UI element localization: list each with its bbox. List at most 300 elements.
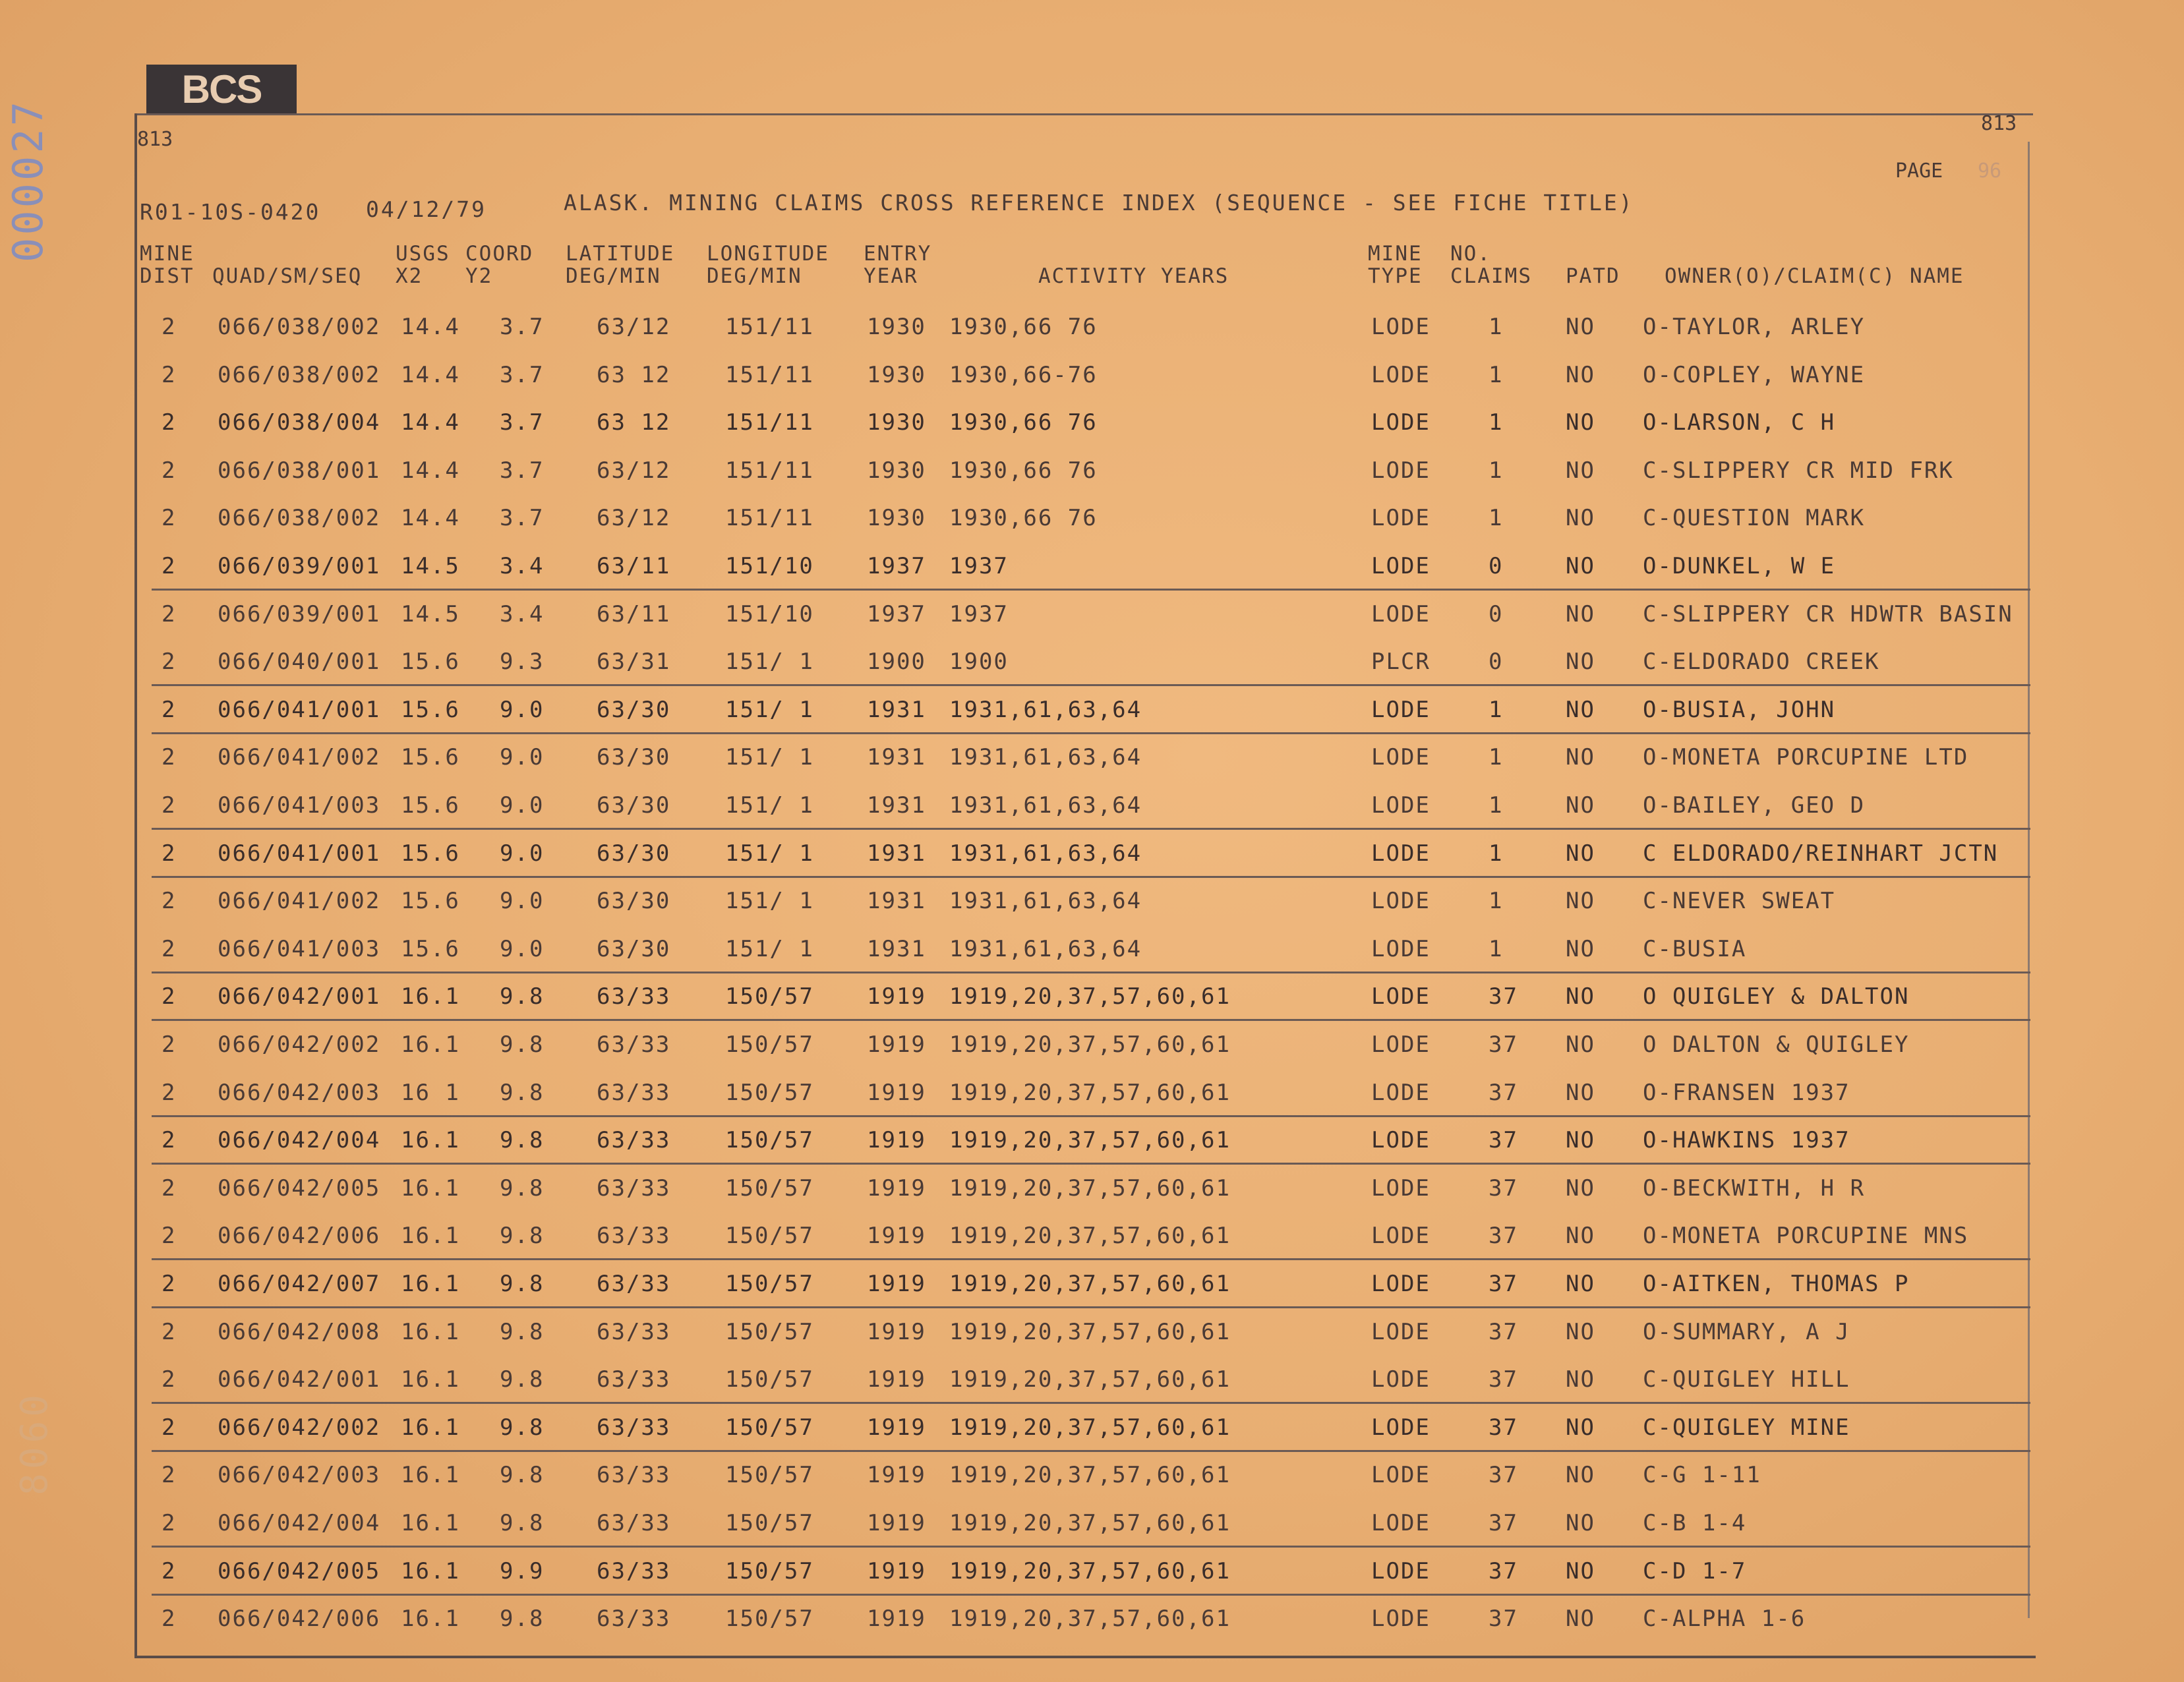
cell-activity: 1931,61,63,64 — [949, 792, 1142, 819]
cell-entry: 1930 — [867, 457, 926, 484]
cell-claims: 1 — [1489, 935, 1504, 962]
cell-y2: 9.0 — [500, 792, 545, 819]
column-header-lon: LONGITUDE DEG/MIN — [707, 242, 829, 288]
cell-patd: NO — [1566, 649, 1595, 676]
cell-name: O-DUNKEL, W E — [1643, 553, 1836, 579]
cell-name: C ELDORADO/REINHART JCTN — [1643, 840, 1999, 867]
cell-dist: 2 — [162, 744, 177, 771]
cell-dist: 2 — [162, 935, 177, 962]
cell-name: O-AITKEN, THOMAS P — [1643, 1271, 1910, 1297]
cell-name: C-D 1-7 — [1643, 1557, 1747, 1584]
cell-lon: 150/57 — [725, 1462, 814, 1489]
cell-x2: 15.6 — [401, 840, 460, 867]
cell-quad: 066/042/001 — [218, 1366, 381, 1393]
cell-name: O-BUSIA, JOHN — [1643, 696, 1836, 723]
cell-name: C-QUESTION MARK — [1643, 505, 1866, 532]
cell-claims: 1 — [1489, 409, 1504, 436]
table-row — [152, 972, 2030, 1021]
table-row — [152, 1354, 2030, 1404]
table-row — [152, 1594, 2030, 1641]
cell-entry: 1919 — [867, 1557, 926, 1584]
cell-name: C-NEVER SWEAT — [1643, 888, 1836, 915]
cell-entry: 1919 — [867, 1127, 926, 1154]
cell-patd: NO — [1566, 505, 1595, 532]
cell-name: C-SLIPPERY CR HDWTR BASIN — [1643, 600, 2013, 627]
cell-y2: 9.3 — [500, 649, 545, 676]
cell-name: C-B 1-4 — [1643, 1510, 1747, 1536]
cell-lat: 63/33 — [597, 1079, 671, 1106]
cell-lat: 63/33 — [597, 1557, 671, 1584]
cell-activity: 1919,20,37,57,60,61 — [949, 1127, 1231, 1154]
cell-claims: 37 — [1489, 1271, 1518, 1297]
cell-quad: 066/038/001 — [218, 457, 381, 484]
cell-entry: 1919 — [867, 1174, 926, 1202]
cell-entry: 1919 — [867, 983, 926, 1010]
cell-entry: 1937 — [867, 553, 926, 579]
cell-patd: NO — [1566, 1271, 1595, 1297]
cell-entry: 1937 — [867, 600, 926, 627]
cell-activity: 1930,66 76 — [949, 505, 1098, 532]
cell-activity: 1930,66 76 — [949, 314, 1098, 340]
cell-name: O DALTON & QUIGLEY — [1643, 1031, 1910, 1058]
cell-dist: 2 — [162, 983, 177, 1010]
report-date: 04/12/79 — [366, 196, 487, 222]
cell-entry: 1919 — [867, 1462, 926, 1489]
cell-y2: 3.7 — [500, 361, 545, 388]
table-row — [152, 1115, 2030, 1165]
cell-dist: 2 — [162, 457, 177, 484]
cell-lon: 150/57 — [725, 1174, 814, 1202]
table-row — [152, 1403, 2030, 1452]
cell-y2: 3.7 — [500, 457, 545, 484]
cell-dist: 2 — [162, 409, 177, 436]
cell-x2: 16.1 — [401, 1366, 460, 1393]
cell-y2: 9.0 — [500, 696, 545, 723]
cell-lat: 63/12 — [597, 314, 671, 340]
cell-entry: 1931 — [867, 935, 926, 962]
cell-x2: 14.4 — [401, 409, 460, 436]
side-stamp-faint: 8060 — [13, 1391, 56, 1495]
cell-y2: 9.8 — [500, 1079, 545, 1106]
cell-lat: 63/12 — [597, 457, 671, 484]
page-number: 96 — [1978, 160, 2002, 183]
cell-y2: 9.8 — [500, 1031, 545, 1058]
cell-claims: 37 — [1489, 1606, 1518, 1633]
cell-type: LODE — [1371, 744, 1431, 771]
cell-entry: 1919 — [867, 1606, 926, 1633]
cell-lat: 63/33 — [597, 1174, 671, 1202]
cell-entry: 1930 — [867, 361, 926, 388]
cell-y2: 9.8 — [500, 1606, 545, 1633]
cell-x2: 16.1 — [401, 1271, 460, 1297]
cell-name: C-BUSIA — [1643, 935, 1747, 962]
cell-name: C-QUIGLEY HILL — [1643, 1366, 1850, 1393]
cell-lon: 150/57 — [725, 1318, 814, 1345]
table-row — [152, 1259, 2030, 1308]
cell-type: LODE — [1371, 1079, 1431, 1106]
cell-x2: 16.1 — [401, 1318, 460, 1345]
cell-claims: 37 — [1489, 1079, 1518, 1106]
cell-x2: 14.5 — [401, 600, 460, 627]
cell-quad: 066/041/001 — [218, 840, 381, 867]
cell-claims: 37 — [1489, 1557, 1518, 1584]
cell-lon: 151/ 1 — [725, 649, 814, 676]
cell-quad: 066/041/001 — [218, 696, 381, 723]
cell-lat: 63/12 — [597, 505, 671, 532]
table-row — [152, 1211, 2030, 1260]
cell-activity: 1919,20,37,57,60,61 — [949, 1414, 1231, 1441]
cell-dist: 2 — [162, 1079, 177, 1106]
cell-activity: 1919,20,37,57,60,61 — [949, 1174, 1231, 1202]
cell-lon: 150/57 — [725, 1366, 814, 1393]
cell-lon: 151/ 1 — [725, 792, 814, 819]
table-row — [152, 780, 2030, 830]
cell-activity: 1919,20,37,57,60,61 — [949, 1223, 1231, 1250]
cell-x2: 16.1 — [401, 1606, 460, 1633]
cell-activity: 1919,20,37,57,60,61 — [949, 1271, 1231, 1297]
table-row — [152, 493, 2030, 540]
bcs-logo: BCS — [146, 65, 297, 115]
cell-lon: 151/ 1 — [725, 888, 814, 915]
cell-patd: NO — [1566, 1414, 1595, 1441]
cell-lon: 151/11 — [725, 457, 814, 484]
cell-lon: 151/ 1 — [725, 744, 814, 771]
cell-patd: NO — [1566, 600, 1595, 627]
cell-type: LODE — [1371, 1557, 1431, 1584]
table-row — [152, 1068, 2030, 1117]
cell-lat: 63/30 — [597, 888, 671, 915]
cell-patd: NO — [1566, 696, 1595, 723]
table-row — [152, 1450, 2030, 1497]
cell-x2: 16.1 — [401, 1031, 460, 1058]
cell-patd: NO — [1566, 1462, 1595, 1489]
cell-dist: 2 — [162, 1510, 177, 1536]
cell-lon: 151/11 — [725, 505, 814, 532]
cell-type: LODE — [1371, 1271, 1431, 1297]
cell-entry: 1900 — [867, 649, 926, 676]
cell-x2: 14.4 — [401, 361, 460, 388]
cell-name: C-QUIGLEY MINE — [1643, 1414, 1850, 1441]
cell-type: LODE — [1371, 1223, 1431, 1250]
cell-y2: 9.8 — [500, 1414, 545, 1441]
cell-x2: 16.1 — [401, 1127, 460, 1154]
cell-activity: 1931,61,63,64 — [949, 888, 1142, 915]
cell-activity: 1919,20,37,57,60,61 — [949, 1462, 1231, 1489]
cell-activity: 1931,61,63,64 — [949, 744, 1142, 771]
cell-dist: 2 — [162, 792, 177, 819]
cell-y2: 3.7 — [500, 409, 545, 436]
cell-type: LODE — [1371, 600, 1431, 627]
cell-type: LODE — [1371, 1318, 1431, 1345]
cell-patd: NO — [1566, 1031, 1595, 1058]
cell-dist: 2 — [162, 505, 177, 532]
cell-patd: NO — [1566, 1318, 1595, 1345]
cell-patd: NO — [1566, 409, 1595, 436]
table-row — [152, 732, 2030, 780]
top-left-code: 813 — [137, 128, 173, 151]
cell-lat: 63/33 — [597, 1127, 671, 1154]
cell-type: LODE — [1371, 696, 1431, 723]
cell-x2: 15.6 — [401, 696, 460, 723]
cell-activity: 1919,20,37,57,60,61 — [949, 1366, 1231, 1393]
cell-activity: 1930,66-76 — [949, 361, 1098, 388]
table-row — [152, 302, 2030, 349]
cell-name: O-HAWKINS 1937 — [1643, 1127, 1850, 1154]
cell-y2: 9.8 — [500, 983, 545, 1010]
cell-lon: 150/57 — [725, 983, 814, 1010]
column-header-lat: LATITUDE DEG/MIN — [566, 242, 675, 288]
cell-claims: 37 — [1489, 1223, 1518, 1250]
top-right-code: 813 — [1981, 112, 2017, 135]
cell-lon: 151/11 — [725, 314, 814, 340]
cell-x2: 15.6 — [401, 649, 460, 676]
cell-lon: 150/57 — [725, 1031, 814, 1058]
cell-entry: 1919 — [867, 1031, 926, 1058]
cell-lat: 63/30 — [597, 935, 671, 962]
cell-entry: 1919 — [867, 1414, 926, 1441]
cell-quad: 066/038/002 — [218, 314, 381, 340]
cell-name: O-COPLEY, WAYNE — [1643, 361, 1866, 388]
cell-patd: NO — [1566, 314, 1595, 340]
cell-type: LODE — [1371, 935, 1431, 962]
cell-claims: 37 — [1489, 1318, 1518, 1345]
cell-y2: 9.0 — [500, 888, 545, 915]
cell-lon: 151/10 — [725, 600, 814, 627]
cell-lat: 63 12 — [597, 409, 671, 436]
cell-quad: 066/041/003 — [218, 935, 381, 962]
cell-dist: 2 — [162, 1223, 177, 1250]
cell-x2: 16.1 — [401, 983, 460, 1010]
cell-dist: 2 — [162, 1366, 177, 1393]
cell-y2: 3.4 — [500, 600, 545, 627]
column-header-usgs: USGS X2 — [396, 242, 450, 288]
cell-name: O-BECKWITH, H R — [1643, 1174, 1866, 1202]
cell-claims: 37 — [1489, 1031, 1518, 1058]
side-stamp-number: 000027 — [4, 99, 52, 262]
cell-type: LODE — [1371, 1414, 1431, 1441]
cell-lat: 63/11 — [597, 600, 671, 627]
cell-quad: 066/042/005 — [218, 1174, 381, 1202]
cell-lat: 63/30 — [597, 696, 671, 723]
cell-quad: 066/040/001 — [218, 649, 381, 676]
cell-name: O-SUMMARY, A J — [1643, 1318, 1850, 1345]
cell-type: LODE — [1371, 409, 1431, 436]
cell-lat: 63/33 — [597, 1223, 671, 1250]
cell-type: LODE — [1371, 457, 1431, 484]
cell-claims: 37 — [1489, 1174, 1518, 1202]
cell-quad: 066/042/001 — [218, 983, 381, 1010]
cell-quad: 066/042/002 — [218, 1414, 381, 1441]
cell-claims: 37 — [1489, 1414, 1518, 1441]
table-row — [152, 350, 2030, 397]
cell-quad: 066/042/006 — [218, 1223, 381, 1250]
cell-entry: 1931 — [867, 840, 926, 867]
cell-lat: 63/33 — [597, 1031, 671, 1058]
cell-quad: 066/042/004 — [218, 1510, 381, 1536]
cell-y2: 9.0 — [500, 935, 545, 962]
cell-activity: 1937 — [949, 553, 1009, 579]
cell-lon: 150/57 — [725, 1271, 814, 1297]
table-row — [152, 685, 2030, 734]
cell-x2: 15.6 — [401, 792, 460, 819]
cell-dist: 2 — [162, 840, 177, 867]
cell-lat: 63/33 — [597, 1318, 671, 1345]
cell-entry: 1930 — [867, 314, 926, 340]
cell-type: LODE — [1371, 1462, 1431, 1489]
cell-y2: 9.0 — [500, 744, 545, 771]
cell-claims: 1 — [1489, 505, 1504, 532]
cell-dist: 2 — [162, 1606, 177, 1633]
cell-claims: 0 — [1489, 649, 1504, 676]
cell-lon: 150/57 — [725, 1127, 814, 1154]
cell-quad: 066/042/006 — [218, 1606, 381, 1633]
cell-lat: 63/33 — [597, 983, 671, 1010]
cell-x2: 16.1 — [401, 1223, 460, 1250]
cell-x2: 14.4 — [401, 314, 460, 340]
cell-type: LODE — [1371, 792, 1431, 819]
cell-entry: 1931 — [867, 888, 926, 915]
column-header-claims: NO. CLAIMS — [1450, 242, 1532, 288]
cell-patd: NO — [1566, 1223, 1595, 1250]
cell-activity: 1919,20,37,57,60,61 — [949, 1510, 1231, 1536]
cell-lat: 63/33 — [597, 1366, 671, 1393]
cell-dist: 2 — [162, 361, 177, 388]
cell-activity: 1919,20,37,57,60,61 — [949, 1606, 1231, 1633]
table-row — [152, 1498, 2030, 1548]
cell-type: LODE — [1371, 314, 1431, 340]
cell-dist: 2 — [162, 696, 177, 723]
cell-patd: NO — [1566, 1127, 1595, 1154]
cell-lat: 63 12 — [597, 361, 671, 388]
column-header-quad: QUAD/SM/SEQ — [212, 264, 363, 288]
cell-lat: 63/30 — [597, 792, 671, 819]
cell-type: LODE — [1371, 361, 1431, 388]
cell-claims: 1 — [1489, 361, 1504, 388]
cell-claims: 0 — [1489, 553, 1504, 579]
cell-claims: 1 — [1489, 888, 1504, 915]
cell-lat: 63/33 — [597, 1271, 671, 1297]
cell-patd: NO — [1566, 1510, 1595, 1536]
column-header-coord: COORD Y2 — [465, 242, 534, 288]
table-row — [152, 541, 2030, 591]
cell-lat: 63/31 — [597, 649, 671, 676]
cell-lon: 151/11 — [725, 361, 814, 388]
cell-type: LODE — [1371, 1510, 1431, 1536]
cell-patd: NO — [1566, 744, 1595, 771]
cell-lat: 63/30 — [597, 840, 671, 867]
cell-entry: 1919 — [867, 1223, 926, 1250]
cell-activity: 1919,20,37,57,60,61 — [949, 1557, 1231, 1584]
cell-quad: 066/039/001 — [218, 600, 381, 627]
cell-type: LODE — [1371, 1606, 1431, 1633]
cell-type: PLCR — [1371, 649, 1431, 676]
cell-quad: 066/042/008 — [218, 1318, 381, 1345]
column-header-mine-type: MINE TYPE — [1368, 242, 1423, 288]
cell-lat: 63/30 — [597, 744, 671, 771]
cell-activity: 1900 — [949, 649, 1009, 676]
cell-y2: 9.8 — [500, 1510, 545, 1536]
cell-dist: 2 — [162, 1414, 177, 1441]
cell-lon: 151/ 1 — [725, 935, 814, 962]
cell-x2: 14.4 — [401, 457, 460, 484]
cell-dist: 2 — [162, 1557, 177, 1584]
cell-claims: 1 — [1489, 696, 1504, 723]
cell-lat: 63/33 — [597, 1462, 671, 1489]
table-row — [152, 828, 2030, 878]
cell-dist: 2 — [162, 1318, 177, 1345]
cell-entry: 1930 — [867, 409, 926, 436]
cell-quad: 066/042/002 — [218, 1031, 381, 1058]
cell-entry: 1919 — [867, 1318, 926, 1345]
report-title: ALASK. MINING CLAIMS CROSS REFERENCE INDEX (SEQUENCE - SEE FICHE TITLE) — [564, 190, 1634, 216]
cell-x2: 16 1 — [401, 1079, 460, 1106]
cell-type: LODE — [1371, 1031, 1431, 1058]
cell-activity: 1919,20,37,57,60,61 — [949, 1079, 1231, 1106]
cell-claims: 37 — [1489, 1462, 1518, 1489]
cell-name: O-MONETA PORCUPINE LTD — [1643, 744, 1969, 771]
cell-dist: 2 — [162, 1031, 177, 1058]
cell-quad: 066/042/004 — [218, 1127, 381, 1154]
cell-name: O QUIGLEY & DALTON — [1643, 983, 1910, 1010]
cell-name: C-ALPHA 1-6 — [1643, 1606, 1806, 1633]
cell-activity: 1931,61,63,64 — [949, 840, 1142, 867]
cell-x2: 16.1 — [401, 1462, 460, 1489]
cell-claims: 1 — [1489, 744, 1504, 771]
cell-lon: 151/11 — [725, 409, 814, 436]
cell-x2: 14.4 — [401, 505, 460, 532]
cell-patd: NO — [1566, 840, 1595, 867]
cell-name: C-G 1-11 — [1643, 1462, 1761, 1489]
cell-dist: 2 — [162, 649, 177, 676]
cell-lon: 150/57 — [725, 1606, 814, 1633]
cell-claims: 0 — [1489, 600, 1504, 627]
cell-claims: 1 — [1489, 457, 1504, 484]
cell-name: O-MONETA PORCUPINE MNS — [1643, 1223, 1969, 1250]
page-label: PAGE — [1895, 160, 1943, 183]
cell-patd: NO — [1566, 457, 1595, 484]
cell-activity: 1937 — [949, 600, 1009, 627]
cell-lat: 63/33 — [597, 1510, 671, 1536]
cell-quad: 066/039/001 — [218, 553, 381, 579]
cell-patd: NO — [1566, 888, 1595, 915]
cell-entry: 1931 — [867, 696, 926, 723]
report-id: R01-10S-0420 — [140, 199, 321, 225]
cell-quad: 066/042/003 — [218, 1079, 381, 1106]
cell-y2: 9.8 — [500, 1127, 545, 1154]
cell-lon: 151/10 — [725, 553, 814, 579]
table-row — [152, 876, 2030, 923]
cell-claims: 37 — [1489, 1366, 1518, 1393]
cell-quad: 066/041/002 — [218, 888, 381, 915]
cell-dist: 2 — [162, 1127, 177, 1154]
cell-entry: 1931 — [867, 744, 926, 771]
table-row — [152, 924, 2030, 973]
cell-lon: 150/57 — [725, 1223, 814, 1250]
cell-y2: 9.0 — [500, 840, 545, 867]
cell-y2: 3.4 — [500, 553, 545, 579]
cell-patd: NO — [1566, 1557, 1595, 1584]
cell-type: LODE — [1371, 983, 1431, 1010]
cell-type: LODE — [1371, 505, 1431, 532]
cell-quad: 066/041/003 — [218, 792, 381, 819]
cell-claims: 1 — [1489, 840, 1504, 867]
cell-quad: 066/038/004 — [218, 409, 381, 436]
cell-patd: NO — [1566, 1079, 1595, 1106]
cell-patd: NO — [1566, 1366, 1595, 1393]
cell-y2: 3.7 — [500, 505, 545, 532]
cell-y2: 9.8 — [500, 1318, 545, 1345]
cell-activity: 1930,66 76 — [949, 409, 1098, 436]
